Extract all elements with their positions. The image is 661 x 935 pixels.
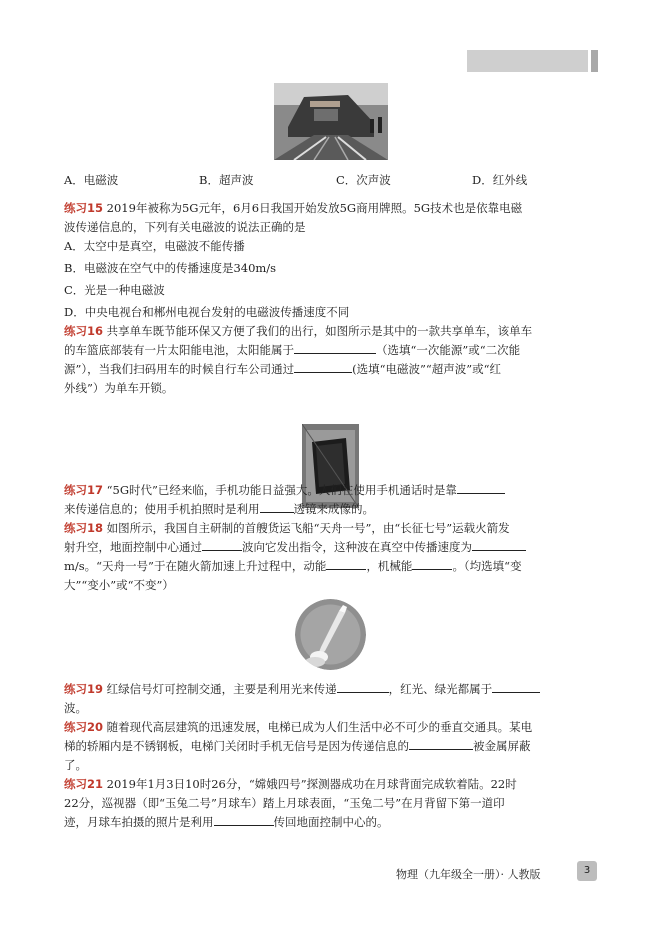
question-20 — [64, 718, 600, 775]
question-text: 如图所示，我国自主研制的首艘货运飞船“天舟一号”，由“长征七号”运载火箭发 — [106, 521, 510, 535]
answer-blank[interactable] — [457, 481, 505, 494]
question-text: “5G时代”已经来临，手机功能日益强大。人们在使用手机通话时是靠 — [106, 483, 457, 497]
question-15 — [64, 199, 600, 237]
question-text: 波向它发出指令，这种波在真空中传播速度为 — [242, 540, 472, 554]
question-text: ，红光、绿光都属于 — [388, 682, 493, 696]
answer-blank[interactable] — [214, 813, 274, 826]
question-tag: 练习19 — [64, 682, 104, 696]
question-text: 红绿信号灯可控制交通，主要是利用光来传递 — [106, 682, 337, 696]
q15-option-a: A．太空中是真空，电磁波不能传播 — [64, 239, 245, 253]
answer-blank[interactable] — [409, 737, 473, 750]
answer-blank[interactable] — [492, 680, 540, 693]
question-text: 波。 — [64, 701, 87, 715]
answer-blank[interactable] — [326, 557, 366, 570]
question-text: 2019年被称为5G元年，6月6日我国开始发放5G商用牌照。5G技术也是依靠电磁 — [106, 201, 523, 215]
question-text: 来传递信息的；使用手机拍照时是利用 — [64, 502, 260, 516]
option-d: D．红外线 — [472, 173, 528, 187]
question-text: 共享单车既节能环保又方便了我们的出行，如图所示是其中的一款共享单车，该单车 — [106, 324, 533, 338]
question-18 — [64, 519, 600, 595]
question-text: (选填“电磁波”“超声波”或“红 — [352, 362, 502, 376]
question-text: 随着现代高层建筑的迅速发展，电梯已成为人们生活中必不可少的垂直交通具。某电 — [106, 720, 533, 734]
q15-option-c: C．光是一种电磁波 — [64, 283, 165, 297]
question-tag: 练习17 — [64, 483, 104, 497]
question-text: 梯的轿厢内是不锈钢板，电梯门关闭时手机无信号是因为传递信息的 — [64, 739, 409, 753]
question-tag: 练习21 — [64, 777, 104, 791]
option-b: B．超声波 — [199, 173, 254, 187]
question-text: 传回地面控制中心的。 — [273, 815, 389, 829]
answer-blank[interactable] — [472, 538, 526, 551]
header-bar — [467, 50, 588, 72]
question-tag: 练习18 — [64, 521, 104, 535]
question-text: 被金属屏蔽 — [473, 739, 531, 753]
question-tag: 练习20 — [64, 720, 104, 734]
question-19 — [64, 680, 600, 718]
answer-blank[interactable] — [202, 538, 242, 551]
question-text: 。（均选填“变 — [452, 559, 522, 573]
question-text: 透镜来成像的。 — [293, 502, 374, 516]
question-text: 大”“变小”或“不变”） — [64, 578, 174, 592]
answer-blank[interactable] — [260, 500, 294, 513]
question-text: ，机械能 — [366, 559, 413, 573]
header-tab — [591, 50, 598, 72]
question-17 — [64, 481, 600, 519]
question-text: 源”），当我们扫码用车的时候自行车公司通过 — [64, 362, 295, 376]
question-text: m/s。“天舟一号”于在随火箭加速上升过程中，动能 — [64, 559, 327, 573]
option-a: A．电磁波 — [64, 173, 119, 187]
question-tag: 练习16 — [64, 324, 104, 338]
question-text: （选填“一次能源”或“二次能 — [376, 343, 521, 357]
page-number: 3 — [577, 861, 597, 881]
answer-blank[interactable] — [337, 680, 389, 693]
question-text: 波传递信息的，下列有关电磁波的说法正确的是 — [64, 220, 306, 234]
option-c: C．次声波 — [336, 173, 391, 187]
question-text: 2019年1月3日10时26分，“嫦娥四号”探测器成功在月球背面完成软着陆。22时 — [106, 777, 517, 791]
question-text: 外线”）为单车开锁。 — [64, 381, 174, 395]
question-tag: 练习15 — [64, 201, 104, 215]
question-16 — [64, 322, 600, 398]
answer-blank[interactable] — [294, 360, 352, 373]
q15-option-b: B．电磁波在空气中的传播速度是340m/s — [64, 261, 277, 275]
question-21 — [64, 775, 600, 832]
answer-blank[interactable] — [294, 341, 376, 354]
answer-blank[interactable] — [412, 557, 452, 570]
question-text: 迹，月球车拍摄的照片是利用 — [64, 815, 214, 829]
book-footer: 物理（九年级全一册）· 人教版 — [396, 868, 541, 881]
question-text: 的车篮底部装有一片太阳能电池，太阳能属于 — [64, 343, 294, 357]
question-text: 22分，巡视器（即“玉兔二号”月球车）踏上月球表面，“玉兔二号”在月背留下第一道印 — [64, 796, 505, 810]
rocket-launch-photo — [295, 599, 366, 670]
question-text: 射升空，地面控制中心通过 — [64, 540, 202, 554]
railway-photo — [274, 83, 388, 160]
question-text: 了。 — [64, 758, 87, 772]
q15-option-d: D．中央电视台和郴州电视台发射的电磁波传播速度不同 — [64, 305, 350, 319]
